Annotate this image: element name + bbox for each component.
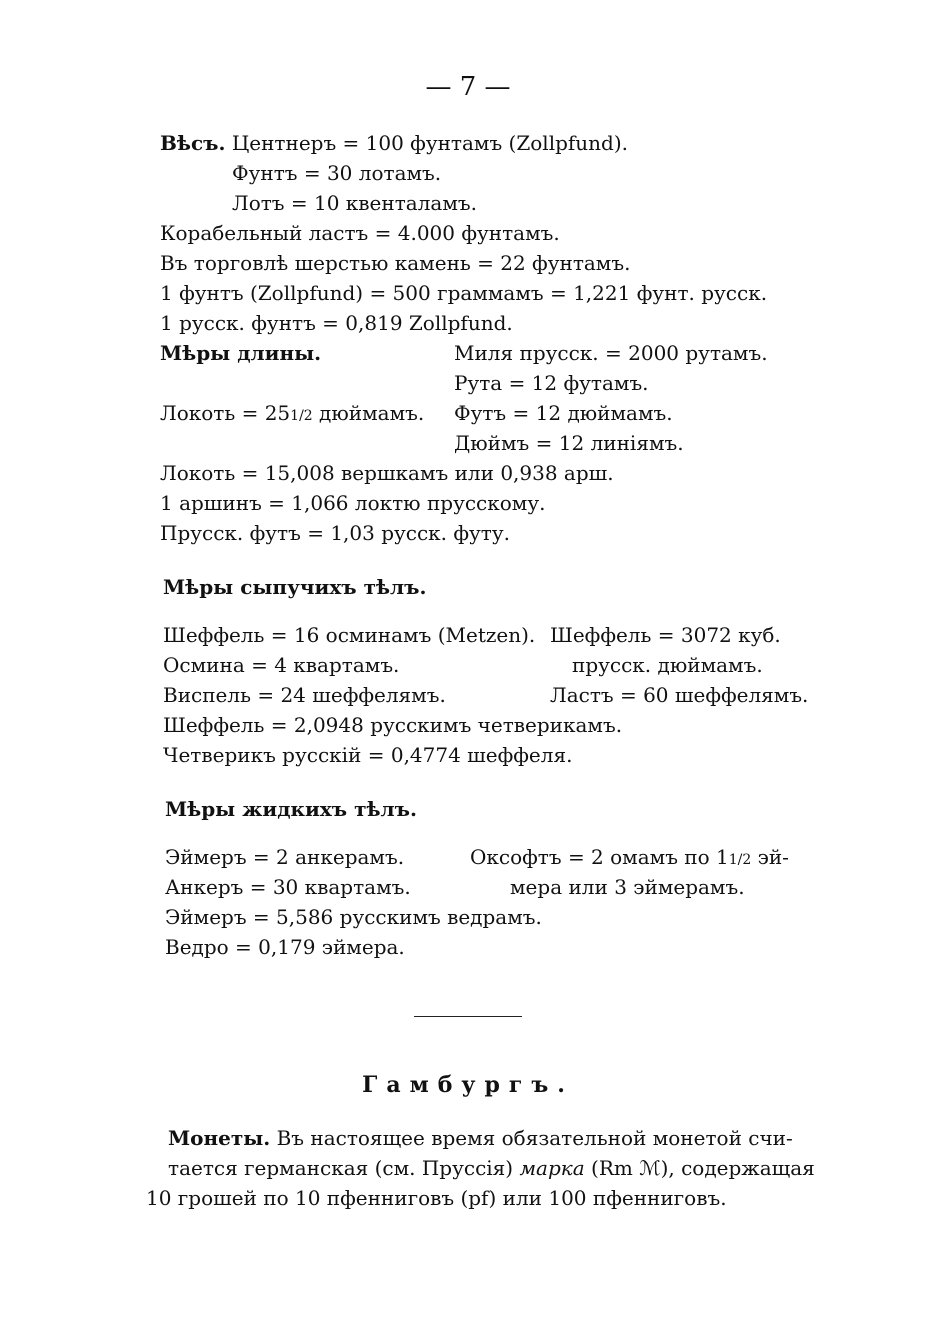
length-line-6: 1 аршинъ = 1,066 локтю прусскому. [160, 491, 546, 515]
length-left-3-main: Локоть = 25 [160, 401, 291, 425]
hamburg-para-1-text: Въ настоящее время обязательной монетой счи- [270, 1126, 793, 1150]
liquid-label: Мѣры жидкихъ тѣлъ. [165, 797, 417, 821]
length-right-1: Миля прусск. = 2000 рутамъ. [454, 341, 768, 365]
weight-label: Вѣсъ. [160, 131, 226, 155]
dry-label: Мѣры сыпучихъ тѣлъ. [163, 575, 427, 599]
dry-line-5: Четверикъ русскій = 0,4774 шеффеля. [163, 743, 573, 767]
length-right-4: Дюймъ = 12 линіямъ. [454, 431, 684, 455]
dry-left-3: Виспель = 24 шеффелямъ. [163, 683, 446, 707]
weight-text-1: Центнеръ = 100 фунтамъ (Zollpfund). [231, 131, 629, 155]
weight-line-6: 1 фунтъ (Zollpfund) = 500 граммамъ = 1,221 фунт. русск. [160, 281, 768, 305]
length-label: Мѣры длины. [160, 341, 322, 365]
liquid-left-2: Анкеръ = 30 квартамъ. [165, 875, 411, 899]
hamburg-para-line-1 [168, 1125, 793, 1151]
page-number: — 7 — [425, 72, 511, 102]
hamburg-title: Гамбургъ. [362, 1072, 574, 1098]
hamburg-para-line-3: 10 грошей по 10 пфенниговъ (pf) или 100 пфенниговъ. [146, 1186, 727, 1210]
liquid-line-3: Эймеръ = 5,586 русскимъ ведрамъ. [165, 905, 542, 929]
length-line-5: Локоть = 15,008 вершкамъ или 0,938 арш. [160, 461, 614, 485]
dry-left-2: Осмина = 4 квартамъ. [163, 653, 400, 677]
weight-line-2: Фунтъ = 30 лотамъ. [232, 161, 442, 185]
dry-right-3: Ластъ = 60 шеффелямъ. [550, 683, 809, 707]
weight-line-7: 1 русск. фунтъ = 0,819 Zollpfund. [160, 311, 513, 335]
length-left-3 [160, 400, 424, 429]
weight-line-5: Въ торговлѣ шерстью камень = 22 фунтамъ. [160, 251, 631, 275]
dry-line-4: Шеффель = 2,0948 русскимъ четверикамъ. [163, 713, 623, 737]
hamburg-para-2-b: (Rm ℳ), содержащая [584, 1156, 815, 1180]
liquid-line-4: Ведро = 0,179 эймера. [165, 935, 405, 959]
length-right-2: Рута = 12 футамъ. [454, 371, 649, 395]
hamburg-para-2-a: тается германская (см. Пруссія) [168, 1156, 520, 1180]
liquid-right-1 [470, 844, 789, 873]
dry-left-1: Шеффель = 16 осминамъ (Metzen). [163, 623, 536, 647]
length-left-3-fraction: 1/2 [290, 408, 313, 424]
liquid-right-1-fraction: 1/2 [728, 852, 752, 868]
dry-right-2: прусск. дюймамъ. [572, 653, 763, 677]
length-right-3: Футъ = 12 дюймамъ. [454, 401, 673, 425]
weight-line-3: Лотъ = 10 квенталамъ. [232, 191, 477, 215]
section-divider [414, 1016, 522, 1017]
liquid-right-1-main: Оксофтъ = 2 омамъ по 1 [470, 845, 729, 869]
liquid-right-1-tail: эй- [751, 845, 789, 869]
length-line-7: Прусск. футъ = 1,03 русск. футу. [160, 521, 510, 545]
length-left-3-tail: дюймамъ. [312, 401, 425, 425]
liquid-left-1: Эймеръ = 2 анкерамъ. [165, 845, 405, 869]
weight-line-4: Корабельный ластъ = 4.000 фунтамъ. [160, 221, 560, 245]
dry-right-1: Шеффель = 3072 куб. [550, 623, 781, 647]
liquid-right-2: мера или 3 эймерамъ. [510, 875, 745, 899]
coins-label: Монеты. [168, 1126, 271, 1150]
weight-line-1 [160, 130, 628, 156]
mark-word: марка [519, 1156, 585, 1180]
hamburg-para-line-2 [168, 1155, 815, 1181]
